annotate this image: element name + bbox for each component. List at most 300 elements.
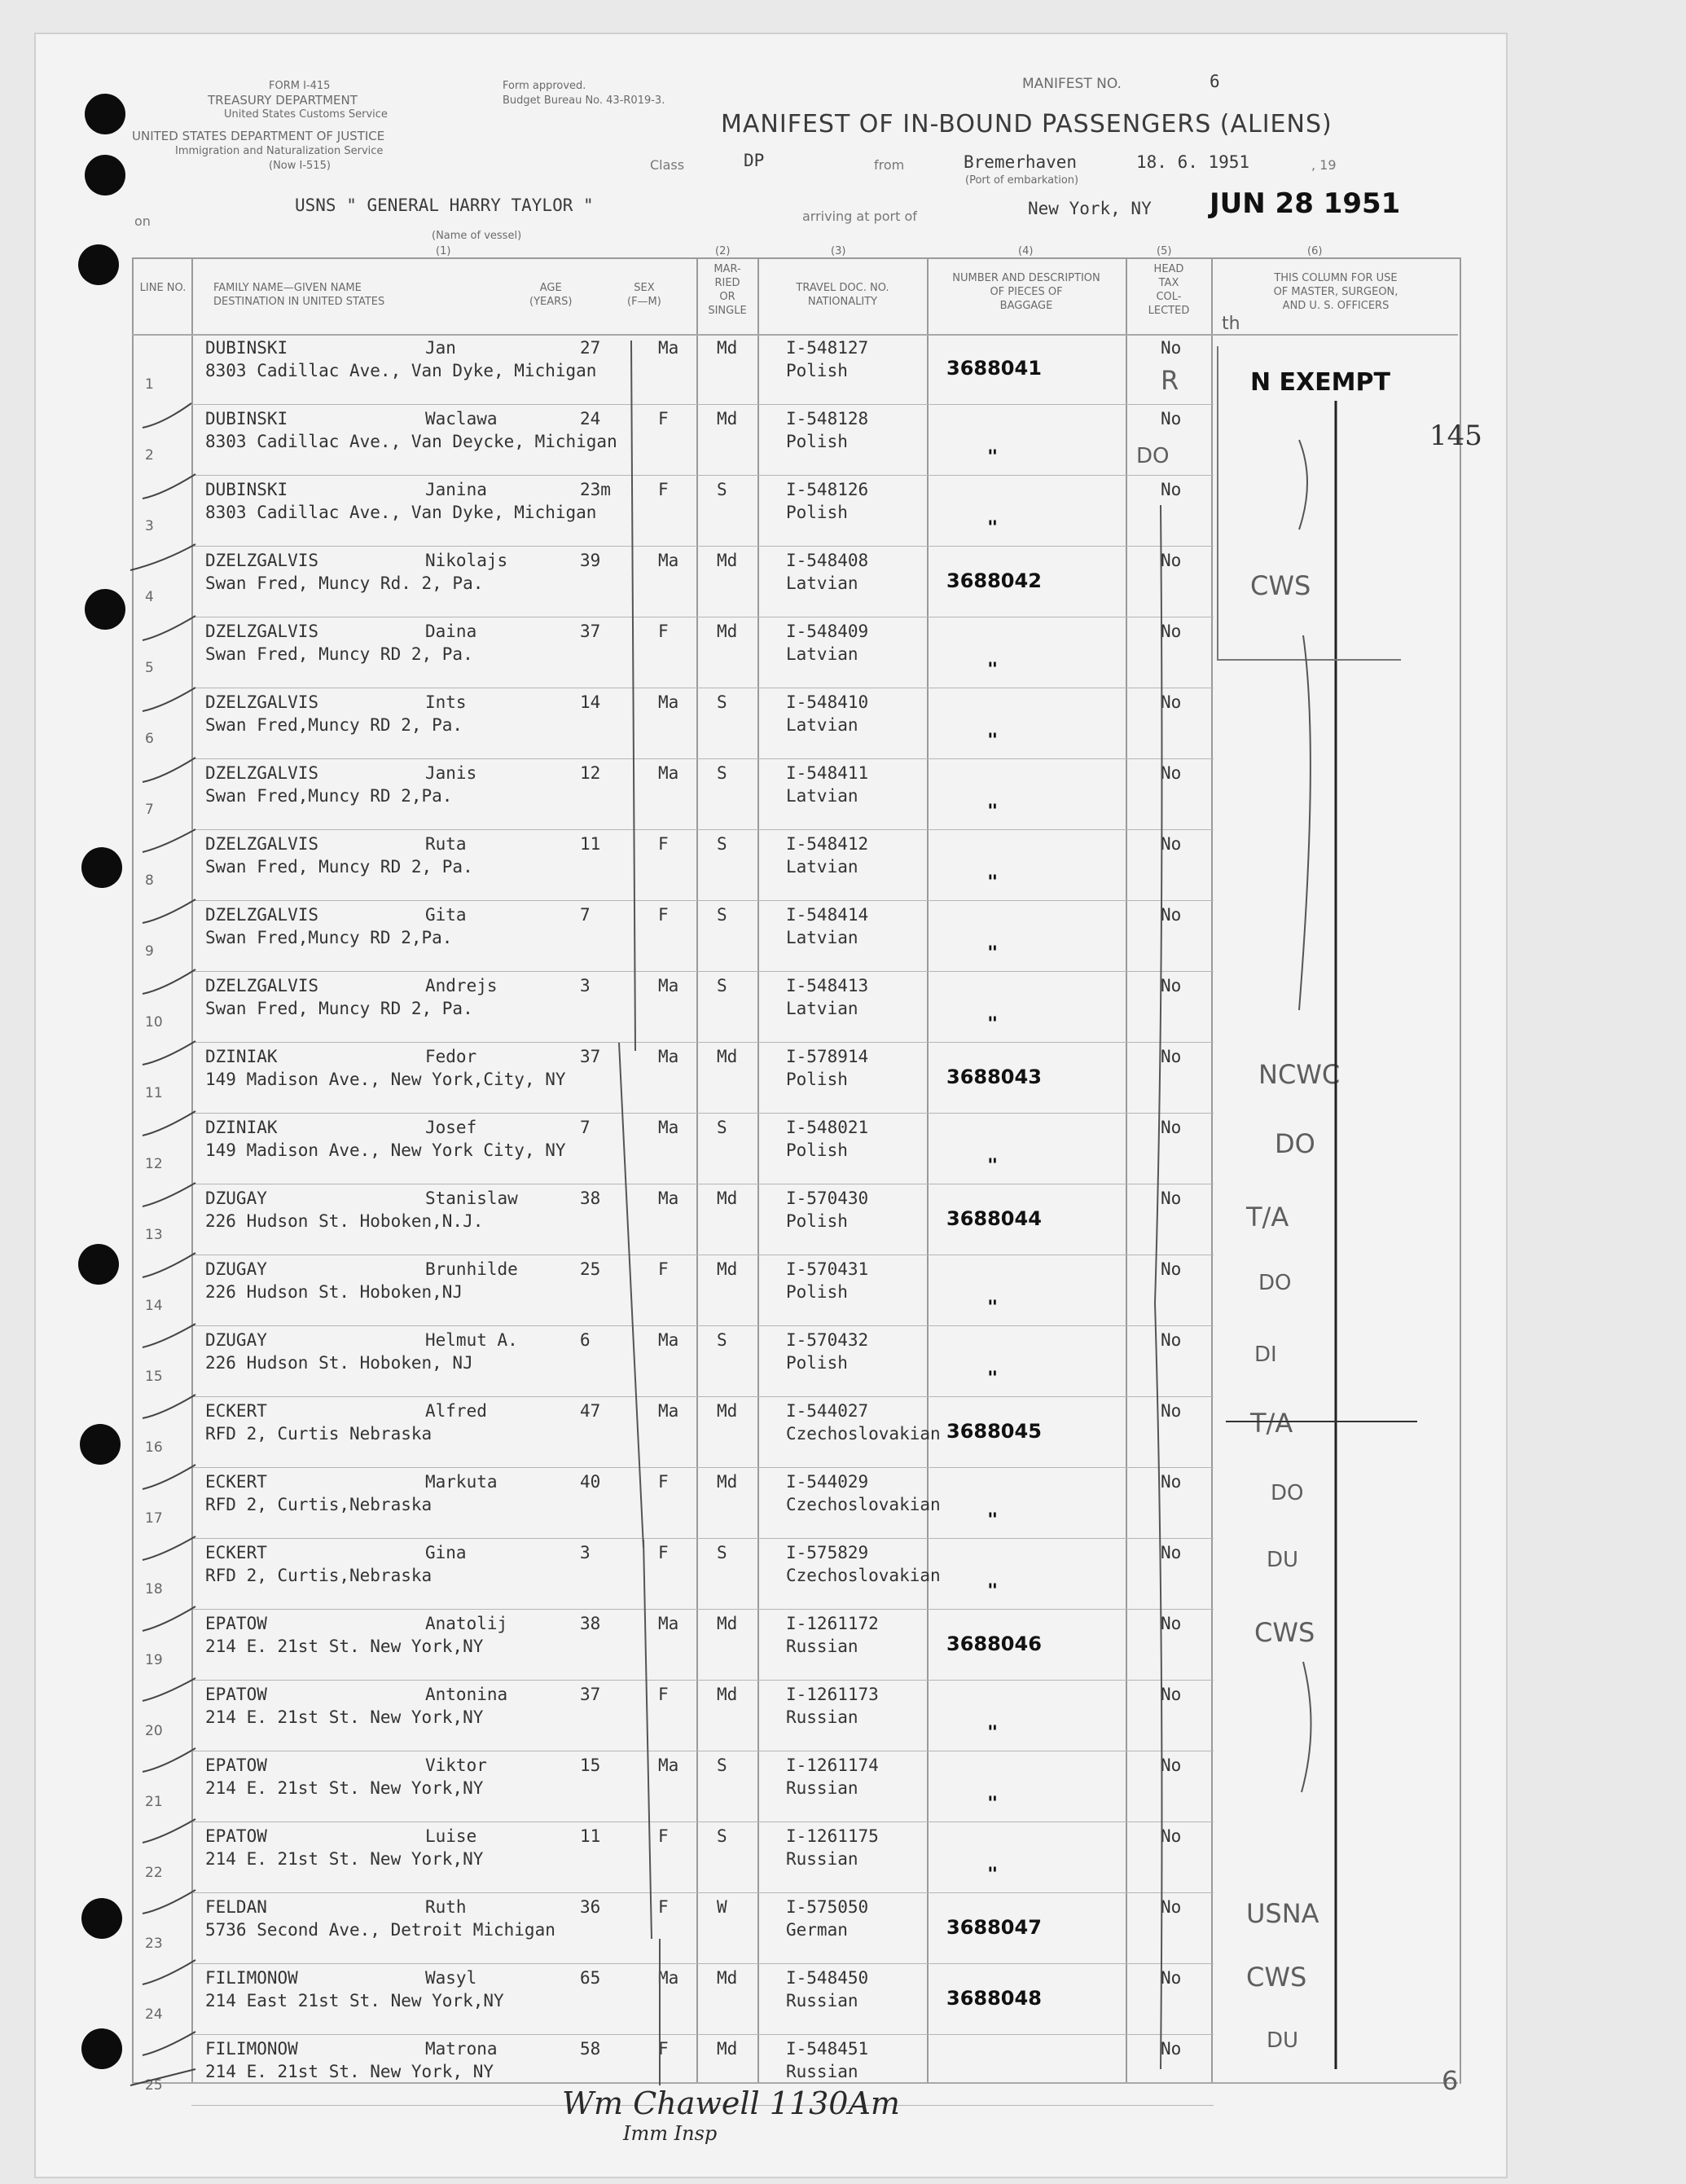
- sex: F: [658, 1826, 669, 1846]
- sex: Ma: [658, 1189, 679, 1208]
- age: 25: [580, 1259, 601, 1279]
- age: 40: [580, 1472, 601, 1492]
- given-name: Alfred: [425, 1401, 487, 1421]
- destination-address: 214 E. 21st St. New York,NY: [205, 1637, 484, 1656]
- col-num-4: (4): [1018, 245, 1034, 257]
- marital-status: Md: [717, 1472, 738, 1492]
- row-tick-marks: [130, 403, 195, 2085]
- destination-address: 226 Hudson St. Hoboken,N.J.: [205, 1211, 484, 1231]
- head-tax: No: [1161, 1756, 1182, 1775]
- destination-address: 8303 Cadillac Ave., Van Dyke, Michigan: [205, 503, 597, 522]
- col-num-2: (2): [715, 245, 731, 257]
- nationality: Polish: [786, 1353, 848, 1373]
- officer-squiggle: [1299, 440, 1307, 530]
- head-tax: No: [1161, 1897, 1182, 1917]
- from-port: Bremerhaven: [964, 152, 1078, 172]
- line-number: 6: [145, 731, 154, 747]
- col-travel-doc: TRAVEL DOC. NO. NATIONALITY: [796, 282, 889, 308]
- line-number: 14: [145, 1298, 163, 1314]
- nationality: Latvian: [786, 573, 858, 593]
- family-name: DZINIAK: [205, 1118, 278, 1137]
- marital-status: W: [717, 1897, 727, 1917]
- given-name: Luise: [425, 1826, 477, 1846]
- manifest-title: MANIFEST OF IN-BOUND PASSENGERS (ALIENS): [721, 110, 1333, 138]
- head-tax: No: [1161, 1047, 1182, 1066]
- baggage-number: 3688048: [946, 1987, 1042, 2010]
- travel-doc-no: I-548021: [786, 1118, 869, 1137]
- family-name: DZELZGALVIS: [205, 551, 319, 570]
- travel-doc-no: I-548409: [786, 622, 869, 641]
- marital-status: S: [717, 692, 727, 712]
- age: 7: [580, 1118, 591, 1137]
- age: 3: [580, 1543, 591, 1562]
- line-number: 16: [145, 1439, 163, 1456]
- travel-doc-no: I-570431: [786, 1259, 869, 1279]
- travel-doc-no: I-548411: [786, 763, 869, 783]
- nationality: Polish: [786, 1282, 848, 1302]
- destination-address: Swan Fred, Muncy RD 2, Pa.: [205, 857, 473, 877]
- ditto-mark: ": [987, 1156, 999, 1176]
- marital-status: Md: [717, 1189, 738, 1208]
- family-name: DZELZGALVIS: [205, 976, 319, 995]
- destination-address: 149 Madison Ave., New York,City, NY: [205, 1070, 566, 1089]
- destination-address: 214 E. 21st St. New York, NY: [205, 2062, 494, 2081]
- class-label: Class: [650, 157, 685, 173]
- sex: Ma: [658, 763, 679, 783]
- head-tax: No: [1161, 1259, 1182, 1279]
- line-number: 4: [145, 589, 154, 605]
- inspector-title: Imm Insp: [623, 2122, 718, 2145]
- sex: F: [658, 1259, 669, 1279]
- head-tax: No: [1161, 834, 1182, 854]
- marital-status: S: [717, 1543, 727, 1562]
- age: 3: [580, 976, 591, 995]
- nationality: Polish: [786, 1140, 848, 1160]
- nationality: Latvian: [786, 999, 858, 1018]
- travel-doc-no: I-1261173: [786, 1685, 879, 1704]
- age: 11: [580, 1826, 601, 1846]
- ditto-mark: ": [987, 660, 999, 680]
- ditto-mark: ": [987, 1723, 999, 1743]
- col-line-no: LINE NO.: [139, 282, 187, 294]
- family-name: ECKERT: [205, 1543, 267, 1562]
- nationality: Latvian: [786, 644, 858, 664]
- sex: F: [658, 905, 669, 925]
- ditto-mark: ": [987, 1794, 999, 1814]
- pencil-bracket: [619, 1043, 643, 1548]
- nationality: Polish: [786, 361, 848, 380]
- ditto-mark: ": [987, 943, 999, 964]
- travel-doc-no: I-548408: [786, 551, 869, 570]
- family-name: EPATOW: [205, 1685, 267, 1704]
- age: 14: [580, 692, 601, 712]
- sex: Ma: [658, 1614, 679, 1633]
- destination-address: RFD 2, Curtis Nebraska: [205, 1424, 432, 1444]
- marital-status: Md: [717, 1259, 738, 1279]
- arriving-label: arriving at port of: [802, 209, 917, 224]
- family-name: EPATOW: [205, 1756, 267, 1775]
- destination-address: Swan Fred,Muncy RD 2,Pa.: [205, 928, 453, 947]
- travel-doc-no: I-548127: [786, 338, 869, 358]
- family-name: DZELZGALVIS: [205, 905, 319, 925]
- form-approved: Form approved.: [503, 80, 586, 92]
- ins-form: (Now I-515): [269, 160, 331, 172]
- from-label: from: [874, 157, 905, 173]
- line-number: 20: [145, 1723, 163, 1739]
- given-name: Wasyl: [425, 1968, 477, 1988]
- line-number: 17: [145, 1510, 163, 1527]
- col-age: AGE (YEARS): [529, 282, 573, 308]
- age: 36: [580, 1897, 601, 1917]
- family-name: DUBINSKI: [205, 480, 288, 499]
- destination-address: RFD 2, Curtis,Nebraska: [205, 1566, 432, 1585]
- do-note: DO: [1271, 1481, 1304, 1505]
- head-tax: No: [1161, 905, 1182, 925]
- inspector-signature: Wm Chawell 1130Am: [562, 2085, 900, 2121]
- age: 11: [580, 834, 601, 854]
- given-name: Nikolajs: [425, 551, 508, 570]
- line-number: 10: [145, 1014, 163, 1030]
- head-tax: No: [1161, 692, 1182, 712]
- marital-status: Md: [717, 622, 738, 641]
- travel-doc-no: I-575050: [786, 1897, 869, 1917]
- family-name: DZELZGALVIS: [205, 763, 319, 783]
- col-marital: MAR- RIED OR SINGLE: [708, 263, 747, 317]
- nationality: Polish: [786, 503, 848, 522]
- given-name: Fedor: [425, 1047, 477, 1066]
- treasury-dept: TREASURY DEPARTMENT: [208, 93, 358, 108]
- nationality: Latvian: [786, 928, 858, 947]
- destination-address: 214 E. 21st St. New York,NY: [205, 1778, 484, 1798]
- baggage-number: 3688041: [946, 357, 1042, 380]
- given-name: Ints: [425, 692, 467, 712]
- line-number: 21: [145, 1794, 163, 1810]
- given-name: Matrona: [425, 2039, 498, 2059]
- from-date: 18. 6. 1951: [1136, 152, 1250, 172]
- arrival-date-stamp: JUN 28 1951: [1210, 187, 1401, 220]
- head-tax: No: [1161, 976, 1182, 995]
- given-name: Viktor: [425, 1756, 487, 1775]
- given-name: Stanislaw: [425, 1189, 518, 1208]
- sex: Ma: [658, 1330, 679, 1350]
- ditto-mark: ": [987, 447, 999, 468]
- family-name: ECKERT: [205, 1472, 267, 1492]
- nationality: Russian: [786, 1849, 858, 1869]
- do-note: DO: [1275, 1128, 1315, 1159]
- given-name: Janis: [425, 763, 477, 783]
- nationality: Polish: [786, 1211, 848, 1231]
- col-name: FAMILY NAME—GIVEN NAME DESTINATION IN UNITED STATES: [213, 282, 385, 308]
- marital-status: S: [717, 1826, 727, 1846]
- family-name: DZUGAY: [205, 1330, 267, 1350]
- destination-address: 214 East 21st St. New York,NY: [205, 1991, 504, 2010]
- ditto-mark: ": [987, 1298, 999, 1318]
- age: 15: [580, 1756, 601, 1775]
- line-number: 11: [145, 1085, 163, 1101]
- head-tax: No: [1161, 1189, 1182, 1208]
- ditto-mark: ": [987, 731, 999, 751]
- line-number: 23: [145, 1936, 163, 1952]
- ditto-mark: ": [987, 872, 999, 893]
- nationality: Czechoslovakian: [786, 1495, 941, 1514]
- family-name: EPATOW: [205, 1614, 267, 1633]
- marital-status: Md: [717, 1685, 738, 1704]
- destination-address: Swan Fred,Muncy RD 2, Pa.: [205, 715, 463, 735]
- baggage-number: 3688043: [946, 1066, 1042, 1088]
- baggage-number: 3688047: [946, 1916, 1042, 1939]
- line-number: 5: [145, 660, 154, 676]
- nationality: Russian: [786, 1991, 858, 2010]
- pencil-bracket: [643, 1540, 652, 1939]
- sex: Ma: [658, 976, 679, 995]
- head-tax: No: [1161, 1614, 1182, 1633]
- ditto-mark: ": [987, 1014, 999, 1035]
- cws-note: CWS: [1254, 1617, 1315, 1648]
- manifest-no: 6: [1210, 72, 1220, 91]
- travel-doc-no: I-548414: [786, 905, 869, 925]
- th-mark: th: [1222, 314, 1240, 334]
- destination-address: 226 Hudson St. Hoboken,NJ: [205, 1282, 463, 1302]
- line-number: 9: [145, 943, 154, 960]
- nationality: Polish: [786, 432, 848, 451]
- nationality: Polish: [786, 1070, 848, 1089]
- line-number: 18: [145, 1581, 163, 1597]
- line-number: 22: [145, 1865, 163, 1881]
- family-name: FILIMONOW: [205, 1968, 298, 1988]
- sex: F: [658, 1472, 669, 1492]
- col-num-1: (1): [436, 245, 451, 257]
- marital-status: S: [717, 834, 727, 854]
- marital-status: Md: [717, 1047, 738, 1066]
- sex: Ma: [658, 1756, 679, 1775]
- do-mark: DO: [1136, 444, 1170, 468]
- head-tax: No: [1161, 622, 1182, 641]
- sex: F: [658, 409, 669, 428]
- baggage-number: 3688044: [946, 1207, 1042, 1230]
- travel-doc-no: I-1261175: [786, 1826, 879, 1846]
- family-name: DZELZGALVIS: [205, 692, 319, 712]
- sex: F: [658, 1897, 669, 1917]
- head-tax: No: [1161, 1401, 1182, 1421]
- given-name: Gina: [425, 1543, 467, 1562]
- nationality: Russian: [786, 1707, 858, 1727]
- year-label: , 19: [1311, 157, 1337, 173]
- nationality: Russian: [786, 1637, 858, 1656]
- ins-service: Immigration and Naturalization Service: [175, 145, 384, 157]
- given-name: Ruth: [425, 1897, 467, 1917]
- ta-note: T/A: [1246, 1202, 1289, 1233]
- given-name: Gita: [425, 905, 467, 925]
- travel-doc-no: I-575829: [786, 1543, 869, 1562]
- officer-squiggle: [1299, 635, 1311, 1010]
- marital-status: S: [717, 1118, 727, 1137]
- baggage-number: 3688046: [946, 1633, 1042, 1655]
- on-label: on: [134, 213, 151, 229]
- travel-doc-no: I-544029: [786, 1472, 869, 1492]
- line-number: 15: [145, 1369, 163, 1385]
- travel-doc-no: I-544027: [786, 1401, 869, 1421]
- age: 23m: [580, 480, 611, 499]
- nationality: German: [786, 1920, 848, 1940]
- destination-address: 149 Madison Ave., New York City, NY: [205, 1140, 566, 1160]
- vessel-name: USNS " GENERAL HARRY TAYLOR ": [295, 196, 594, 215]
- destination-address: Swan Fred,Muncy RD 2,Pa.: [205, 786, 453, 806]
- marital-status: Md: [717, 2039, 738, 2059]
- col-num-6: (6): [1307, 245, 1323, 257]
- head-tax: No: [1161, 1543, 1182, 1562]
- given-name: Josef: [425, 1118, 477, 1137]
- col-sex: SEX (F—M): [627, 282, 661, 308]
- given-name: Helmut A.: [425, 1330, 518, 1350]
- given-name: Janina: [425, 480, 487, 499]
- margin-count: 145: [1429, 420, 1482, 452]
- age: 24: [580, 409, 601, 428]
- head-tax: No: [1161, 1330, 1182, 1350]
- line-number: 19: [145, 1652, 163, 1668]
- marital-status: S: [717, 1330, 727, 1350]
- sex: Ma: [658, 551, 679, 570]
- page-mark: 6: [1442, 2065, 1459, 2096]
- usna-note: USNA: [1246, 1898, 1319, 1929]
- given-name: Ruta: [425, 834, 467, 854]
- destination-address: Swan Fred, Muncy RD 2, Pa.: [205, 999, 473, 1018]
- ditto-mark: ": [987, 1581, 999, 1602]
- given-name: Daina: [425, 622, 477, 641]
- destination-address: 5736 Second Ave., Detroit Michigan: [205, 1920, 555, 1940]
- marital-status: Md: [717, 1968, 738, 1988]
- age: 38: [580, 1189, 601, 1208]
- family-name: DZINIAK: [205, 1047, 278, 1066]
- destination-address: Swan Fred, Muncy Rd. 2, Pa.: [205, 573, 484, 593]
- sex: Ma: [658, 1118, 679, 1137]
- travel-doc-no: I-548412: [786, 834, 869, 854]
- nationality: Czechoslovakian: [786, 1424, 941, 1444]
- given-name: Brunhilde: [425, 1259, 518, 1279]
- travel-doc-no: I-548128: [786, 409, 869, 428]
- age: 39: [580, 551, 601, 570]
- marital-status: S: [717, 480, 727, 499]
- travel-doc-no: I-548413: [786, 976, 869, 995]
- ditto-mark: ": [987, 518, 999, 538]
- arriving-port: New York, NY: [1028, 199, 1152, 218]
- travel-doc-no: I-548410: [786, 692, 869, 712]
- age: 37: [580, 1685, 601, 1704]
- marital-status: S: [717, 763, 727, 783]
- travel-doc-no: I-1261174: [786, 1756, 879, 1775]
- head-tax: No: [1161, 1826, 1182, 1846]
- nationality: Russian: [786, 2062, 858, 2081]
- given-name: Andrejs: [425, 976, 498, 995]
- pencil-bracket: [631, 341, 635, 1051]
- destination-address: RFD 2, Curtis,Nebraska: [205, 1495, 432, 1514]
- sex: F: [658, 1543, 669, 1562]
- port-embark-label: (Port of embarkation): [965, 174, 1079, 187]
- given-name: Waclawa: [425, 409, 498, 428]
- class-value: DP: [744, 151, 765, 170]
- travel-doc-no: I-570432: [786, 1330, 869, 1350]
- do-note: DO: [1258, 1271, 1292, 1295]
- family-name: FELDAN: [205, 1897, 267, 1917]
- head-tax: No: [1161, 1118, 1182, 1137]
- head-tax: No: [1161, 480, 1182, 499]
- travel-doc-no: I-570430: [786, 1189, 869, 1208]
- sex: F: [658, 2039, 669, 2059]
- ta-note: T/A: [1250, 1408, 1293, 1439]
- destination-address: Swan Fred, Muncy RD 2, Pa.: [205, 644, 473, 664]
- age: 27: [580, 338, 601, 358]
- family-name: DZUGAY: [205, 1259, 267, 1279]
- destination-address: 226 Hudson St. Hoboken, NJ: [205, 1353, 473, 1373]
- line-number: 13: [145, 1227, 163, 1243]
- line-number: 1: [145, 376, 154, 393]
- baggage-number: 3688045: [946, 1420, 1042, 1443]
- travel-doc-no: I-548451: [786, 2039, 869, 2059]
- col-num-5: (5): [1157, 245, 1172, 257]
- cws-note: CWS: [1250, 570, 1311, 601]
- baggage-number: 3688042: [946, 569, 1042, 592]
- di-note: DI: [1254, 1342, 1277, 1367]
- age: 6: [580, 1330, 591, 1350]
- line-number: 7: [145, 802, 154, 818]
- family-name: DZUGAY: [205, 1189, 267, 1208]
- age: 12: [580, 763, 601, 783]
- nationality: Czechoslovakian: [786, 1566, 941, 1585]
- r-mark: R: [1161, 365, 1179, 396]
- ditto-mark: ": [987, 1369, 999, 1389]
- travel-doc-no: I-578914: [786, 1047, 869, 1066]
- head-tax: No: [1161, 763, 1182, 783]
- du-note: DU: [1267, 2028, 1299, 2053]
- ditto-mark: ": [987, 1510, 999, 1531]
- destination-address: 8303 Cadillac Ave., Van Deycke, Michigan: [205, 432, 617, 451]
- ditto-mark: ": [987, 1865, 999, 1885]
- family-name: DUBINSKI: [205, 338, 288, 358]
- tax-column-pencil-line: [1155, 505, 1161, 2069]
- line-number: 3: [145, 518, 154, 534]
- ncwc-note: NCWC: [1258, 1059, 1341, 1090]
- age: 38: [580, 1614, 601, 1633]
- marital-status: Md: [717, 1401, 738, 1421]
- head-tax: No: [1161, 338, 1182, 358]
- line-number: 24: [145, 2006, 163, 2023]
- line-number: 12: [145, 1156, 163, 1172]
- family-name: FILIMONOW: [205, 2039, 298, 2059]
- manifest-no-label: MANIFEST NO.: [1022, 76, 1122, 92]
- marital-status: Md: [717, 551, 738, 570]
- marital-status: Md: [717, 338, 738, 358]
- destination-address: 214 E. 21st St. New York,NY: [205, 1849, 484, 1869]
- marital-status: S: [717, 976, 727, 995]
- justice-dept: UNITED STATES DEPARTMENT OF JUSTICE: [132, 129, 385, 143]
- head-tax: No: [1161, 1472, 1182, 1492]
- age: 37: [580, 622, 601, 641]
- nationality: Latvian: [786, 786, 858, 806]
- given-name: Antonina: [425, 1685, 508, 1704]
- cws-note: CWS: [1246, 1962, 1307, 1993]
- vessel-label: (Name of vessel): [432, 230, 522, 242]
- col-baggage: NUMBER AND DESCRIPTION OF PIECES OF BAGGAGE: [952, 272, 1100, 312]
- head-tax: No: [1161, 1685, 1182, 1704]
- travel-doc-no: I-1261172: [786, 1614, 879, 1633]
- sex: Ma: [658, 338, 679, 358]
- sex: F: [658, 1685, 669, 1704]
- nationality: Latvian: [786, 715, 858, 735]
- nationality: Russian: [786, 1778, 858, 1798]
- age: 58: [580, 2039, 601, 2059]
- sex: Ma: [658, 1401, 679, 1421]
- family-name: DZELZGALVIS: [205, 834, 319, 854]
- nationality: Latvian: [786, 857, 858, 877]
